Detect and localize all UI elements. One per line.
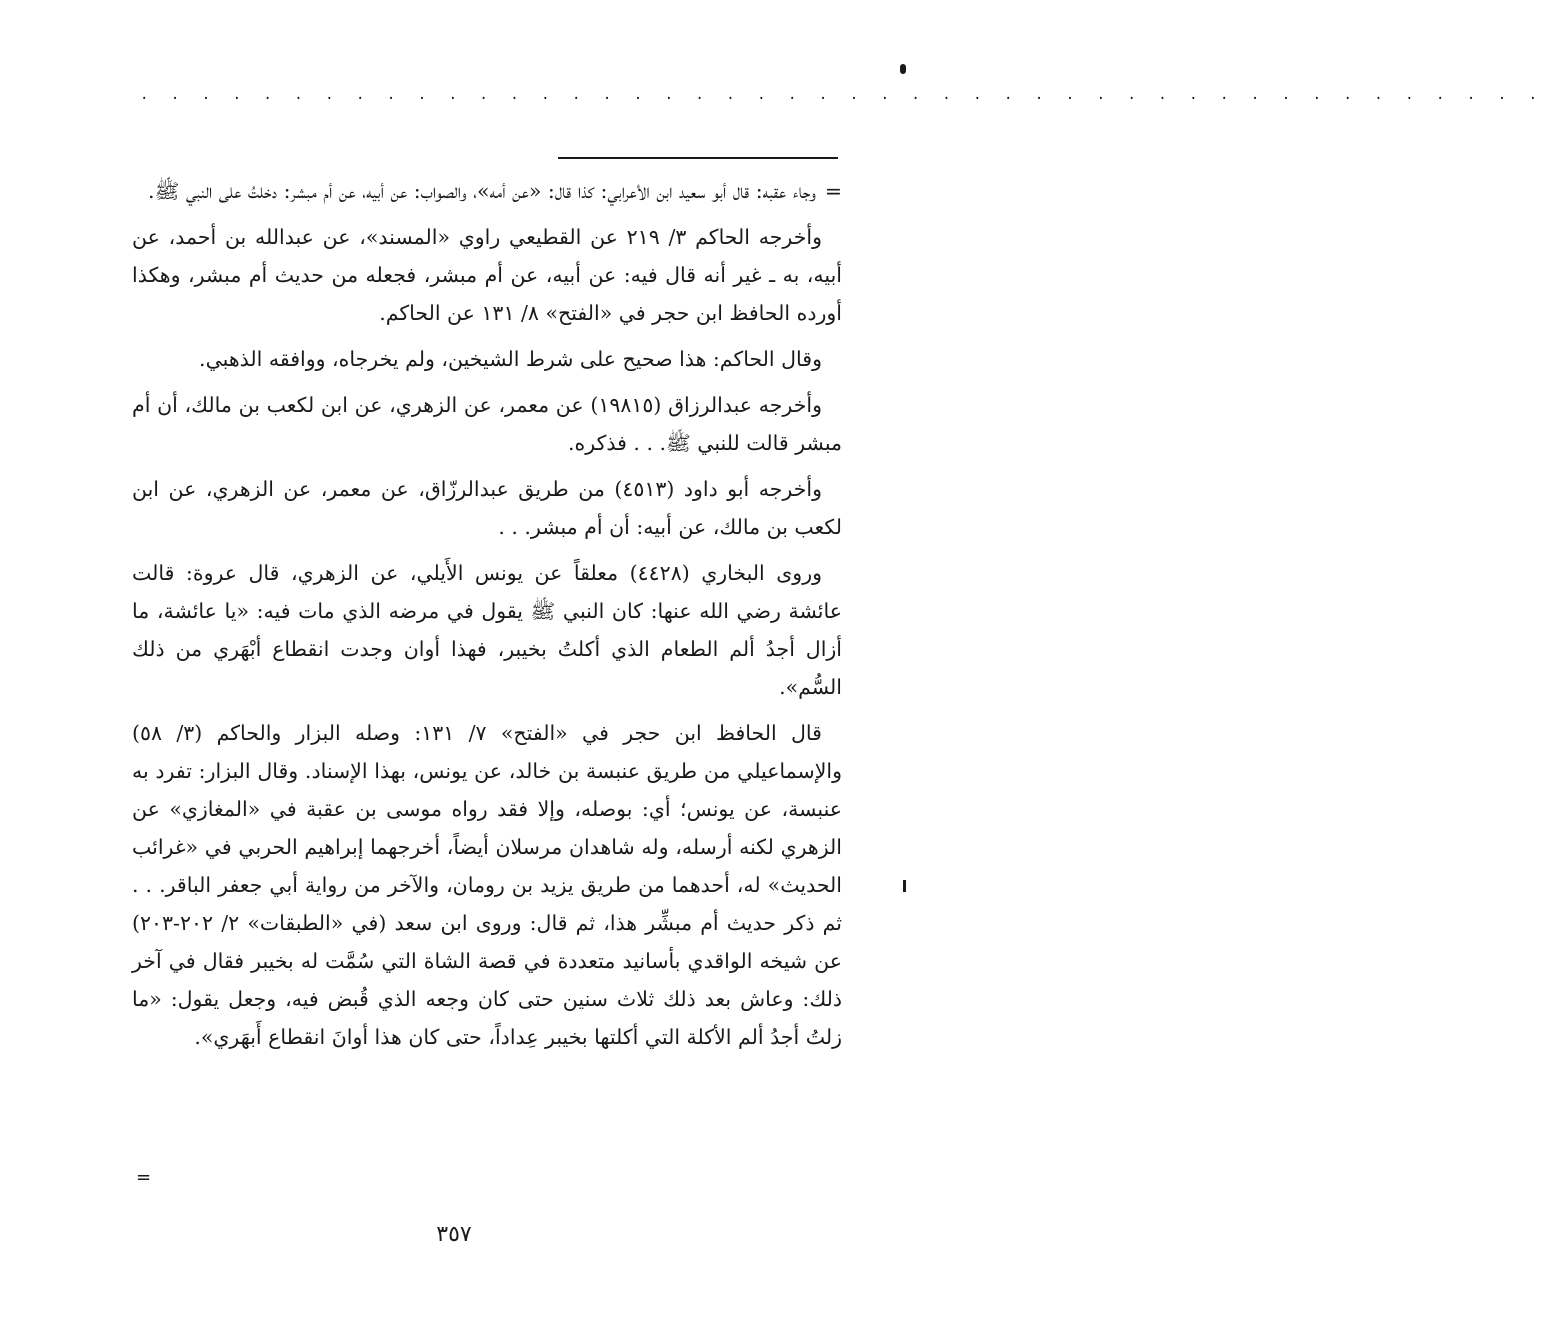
footnote-rule <box>558 157 838 159</box>
paragraph-7: قال الحافظ ابن حجر في «الفتح» ٧/ ١٣١: وصله البزار والحاكم (٣/ ٥٨) والإسماعيلي من طريق عنبسة بن خالد، عن يونس، بهذا الإسناد. وقال البزار: تفرد به عنبسة، عن يونس؛ أي: بوصله، وإلا فقد رواه موسى بن عقبة في «المغازي» عن الزهري لكنه أرسله، وله شاهدان مرسلان أيضاً، أخرجهما إبراهيم الحربي في «غرائب الحديث» له، أحدهما من طريق يزيد بن رومان، والآخر من رواية أبي جعفر الباقر. . . ثم ذكر حديث أم مبشِّر هذا، ثم قال: وروى ابن سعد (في «الطبقات» ٢/ ٢٠٢-٢٠٣) عن شيخه الواقدي بأسانيد متعددة في قصة الشاة التي سُمَّت له بخيبر فقال في آخر ذلك: وعاش بعد ذلك ثلاث سنين حتى كان وجعه الذي قُبض فيه، وجعل يقول: «ما زلتُ أجدُ ألم الأكلة التي أكلتها بخيبر عِداداً، حتى كان هذا أوانَ انقطاع أَبهَري». <box>132 721 842 1049</box>
margin-bullet-mark <box>900 64 906 74</box>
paragraph-3: وقال الحاكم: هذا صحيح على شرط الشيخين، ولم يخرجاه، ووافقه الذهبي. <box>199 347 822 371</box>
paragraph-1 <box>132 172 842 210</box>
page-number: ٣٥٧ <box>436 1222 472 1247</box>
continuation-end-marker: = <box>136 1167 152 1188</box>
paragraph-2: وأخرجه الحاكم ٣/ ٢١٩ عن القطيعي راوي «المسند»، عن عبدالله بن أحمد، عن أبيه، به ـ غير أنه قال فيه: عن أبيه، عن أم مبشر، فجعله من حديث أم مبشر، وهكذا أورده الحافظ ابن حجر في «الفتح» ٨/ ١٣١ عن الحاكم. <box>132 225 842 325</box>
paragraph-5: وأخرجه أبو داود (٤٥١٣) من طريق عبدالرزّاق، عن معمر، عن الزهري، عن ابن لكعب بن مالك، عن أبيه: أن أم مبشر. . . <box>132 477 842 539</box>
dotted-separator: . . . . . . . . . . . . . . . . . . . . . . . . . . . . . . . . . . . . . . . . . . . . . . <box>140 87 1544 103</box>
continuation-marker: = <box>824 179 842 203</box>
margin-tick-mark <box>903 880 906 892</box>
paragraph-1-text: وجاء عقبه: قال أبو سعيد ابن الأعرابي: كذا قال: «عن أمه»، والصواب: عن أبيه، عن أم مبشر: دخلتُ على النبي ﷺ. <box>148 179 816 203</box>
footnote-text <box>132 172 842 1064</box>
paragraph-4: وأخرجه عبدالرزاق (١٩٨١٥) عن معمر، عن الزهري، عن ابن لكعب بن مالك، أن أم مبشر قالت للنبي ﷺ. . . فذكره. <box>132 393 842 455</box>
paragraph-6: وروى البخاري (٤٤٢٨) معلقاً عن يونس الأَيلي، عن الزهري، قال عروة: قالت عائشة رضي الله عنها: كان النبي ﷺ يقول في مرضه الذي مات فيه: «يا عائشة، ما أزال أجدُ ألم الطعام الذي أكلتُ بخيبر، فهذا أوان وجدت انقطاع أبْهَري من ذلك السُّم». <box>132 561 842 699</box>
